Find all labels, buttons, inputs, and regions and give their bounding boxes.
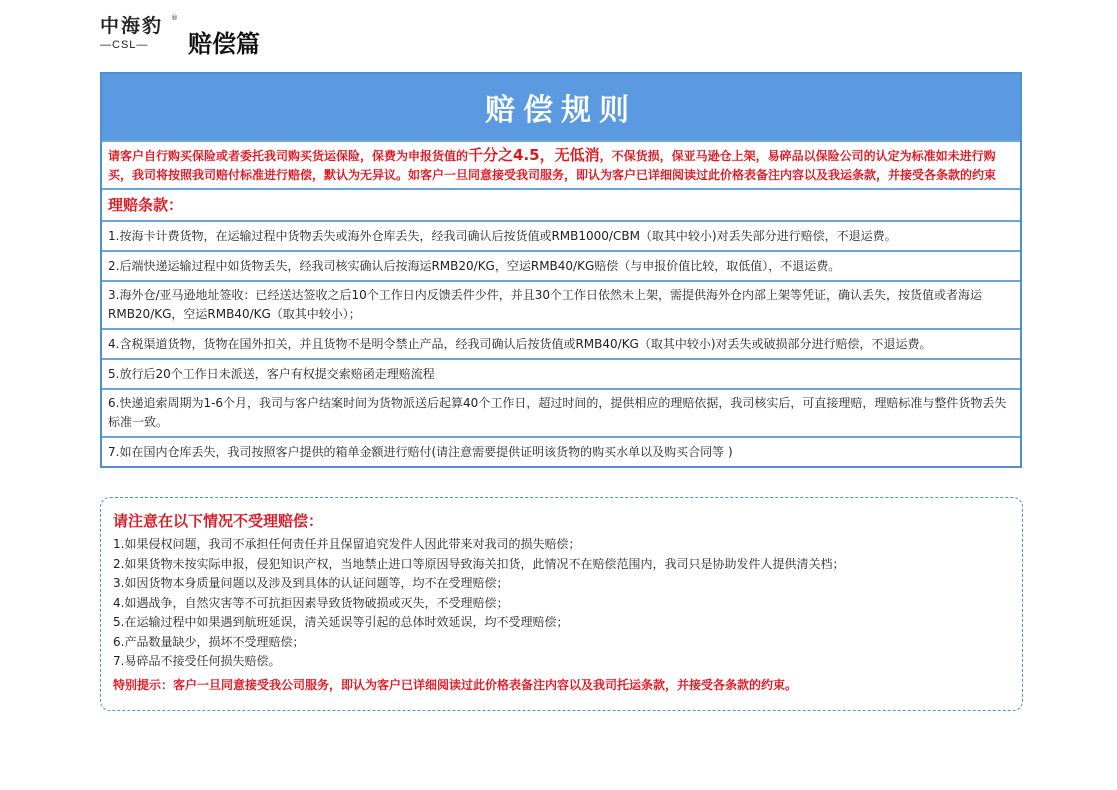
rules-banner-title: 赔偿规则 [485,93,637,128]
clause-item [102,250,1020,280]
clause-item [102,328,1020,358]
clause-item [102,220,1020,250]
intro-text-2: ，不保货损，保亚马逊仓上架，易碎品以保险公司的认定为标准如未进行购买，我司将按照我司赔付标准进行赔偿，默认为无异议。如客户一旦同意接受我司服务，即认为客户已详细阅读过此价格表备注内容以及我运条款，并接受各条款的约束 [108,149,997,182]
logo-registered-mark: ® [171,14,178,22]
intro-text-1: 请客户自行购买保险或者委托我司购买货运保险，保费为申报货值的 [108,149,469,163]
clause-item [102,388,1020,436]
clause-item-text: 2.后端快递运输过程中如货物丢失，经我司核实确认后按海运RMB20/KG，空运RMB40/KG赔偿（与申报价值比较，取低值），不退运费。 [108,258,841,273]
notice-item: 6.产品数量缺少，损坏不受理赔偿； [113,634,305,649]
clause-item [102,358,1020,388]
notice-item: 5.在运输过程中如果遇到航班延误，清关延误等引起的总体时效延误，均不受理赔偿； [113,615,569,629]
logo-chinese-text: 中海豹 [100,15,164,37]
logo-english-text: —CSL— [100,39,149,51]
notice-item: 4.如遇战争，自然灾害等不可抗拒因素导致货物破损或灭失，不受理赔偿； [113,595,509,610]
page-title: 赔偿篇 [188,30,260,58]
notice-title: 请注意在以下情况不受理赔偿： [113,512,324,530]
clause-item [102,280,1020,328]
clause-item [102,436,1020,466]
clause-item-text: 3.海外仓/亚马逊地址签收：已经送达签收之后10个工作日内反馈丢件少件，并且30个工作日依然未上架，需提供海外仓内部上架等凭证，确认丢失，按货值或者海运RMB20/KG，空运RMB40/KG（取其中较小）； [108,288,983,321]
clause-title: 理赔条款： [102,188,1020,220]
notice-item: 1.如果侵权问题，我司不承担任何责任并且保留追究发件人因此带来对我司的损失赔偿； [113,537,581,551]
clause-item-text: 4.含税渠道货物，货物在国外扣关，并且货物不是明令禁止产品，经我司确认后按货值或RMB40/KG（取其中较小)对丢失或破损部分进行赔偿，不退运费。 [108,336,932,351]
clause-item-text: 7.如在国内仓库丢失，我司按照客户提供的箱单金额进行赔付(请注意需要提供证明该货物的购买水单以及购买合同等 ) [108,444,733,459]
notice-item: 3.如因货物本身质量问题以及涉及到具体的认证问题等，均不在受理赔偿； [113,576,509,590]
special-tip: 特别提示：客户一旦同意接受我公司服务，即认为客户已详细阅读过此价格表备注内容以及我司托运条款，并接受各条款的约束。 [113,677,798,692]
intro-highlight: 千分之4.5，无低消 [468,146,600,164]
clause-item-text: 6.快递追索周期为1-6个月，我司与客户结案时间为货物派送后起算40个工作日，超过时间的，提供相应的理赔依据，我司核实后，可直接理赔，理赔标准与整件货物丢失标准一致。 [108,396,1007,429]
company-logo [100,14,180,52]
clause-item-text: 5.放行后20个工作日未派送，客户有权提交索赔函走理赔流程 [108,366,435,381]
non-compensation-notice [100,497,1023,711]
notice-item: 2.如果货物未按实际申报，侵犯知识产权，当地禁止进口等原因导致海关扣货，此情况不在赔偿范围内，我司只是协助发件人提供清关档； [113,556,845,571]
rules-banner [102,74,1020,140]
page-header [100,10,1020,66]
insurance-intro [102,140,1020,188]
clause-item-text: 1.按海卡计费货物，在运输过程中货物丢失或海外仓库丢失，经我司确认后按货值或RMB1000/CBM（取其中较小)对丢失部分进行赔偿，不退运费。 [108,228,897,243]
notice-item: 7.易碎品不接受任何损失赔偿。 [113,654,281,668]
compensation-rules-table [100,72,1022,468]
